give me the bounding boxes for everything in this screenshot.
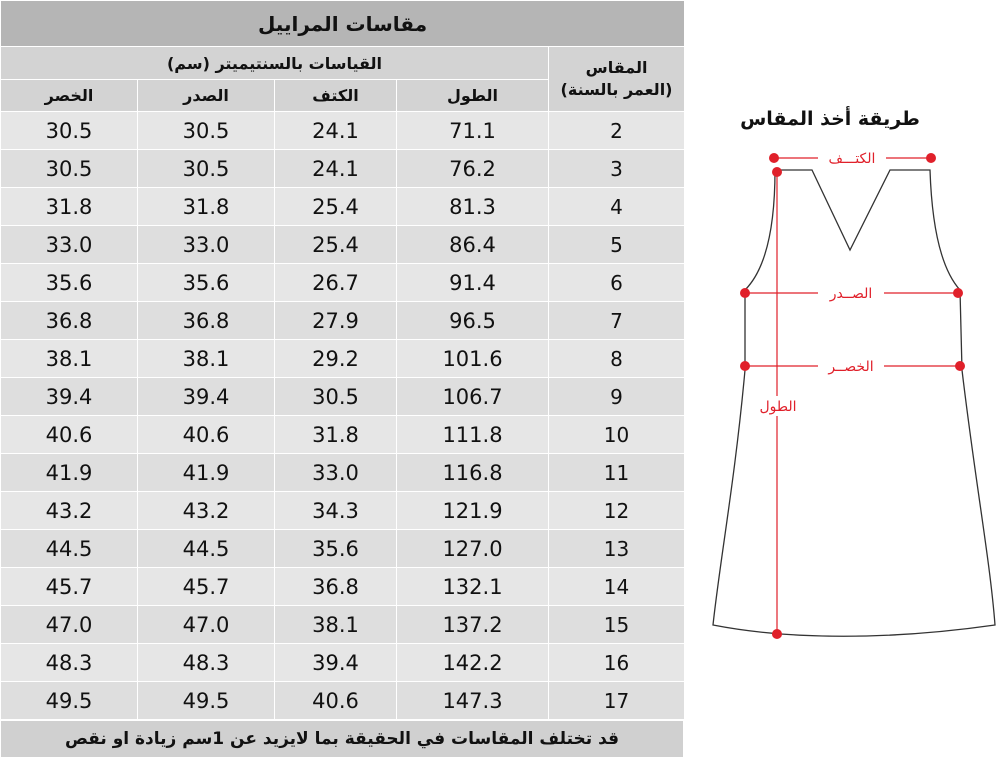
- waist-point-left: [740, 361, 750, 371]
- disclaimer-note: قد تختلف المقاسات في الحقيقة بما لايزيد عن 1سم زيادة او نقص: [1, 721, 684, 758]
- table-row: [1, 378, 685, 416]
- shoulder-cell: 25.4: [275, 226, 397, 264]
- age-cell: 9: [549, 378, 685, 416]
- length-cell: 101.6: [397, 340, 549, 378]
- table-row: [1, 340, 685, 378]
- shoulder-cell: 39.4: [275, 644, 397, 682]
- length-label: الطول: [759, 399, 797, 415]
- age-cell: 12: [549, 492, 685, 530]
- length-cell: 127.0: [397, 530, 549, 568]
- length-cell: 76.2: [397, 150, 549, 188]
- shoulder-cell: 31.8: [275, 416, 397, 454]
- shoulder-label: الكتـــف: [828, 151, 876, 167]
- table-row: [1, 150, 685, 188]
- age-cell: 5: [549, 226, 685, 264]
- table-row: [1, 606, 685, 644]
- waist-cell: 30.5: [1, 150, 138, 188]
- age-cell: 11: [549, 454, 685, 492]
- shoulder-cell: 24.1: [275, 150, 397, 188]
- chest-cell: 38.1: [138, 340, 275, 378]
- shoulder-point-left: [769, 153, 779, 163]
- column-header-length: الطول: [397, 80, 549, 112]
- table-row: [1, 682, 685, 720]
- length-cell: 137.2: [397, 606, 549, 644]
- measurement-guide: [690, 0, 999, 767]
- chest-cell: 39.4: [138, 378, 275, 416]
- table-row: [1, 492, 685, 530]
- waist-cell: 30.5: [1, 112, 138, 150]
- waist-point-right: [955, 361, 965, 371]
- shoulder-cell: 30.5: [275, 378, 397, 416]
- shoulder-cell: 35.6: [275, 530, 397, 568]
- waist-cell: 33.0: [1, 226, 138, 264]
- chest-cell: 36.8: [138, 302, 275, 340]
- chest-point-right: [953, 288, 963, 298]
- length-cell: 116.8: [397, 454, 549, 492]
- waist-cell: 47.0: [1, 606, 138, 644]
- length-cell: 132.1: [397, 568, 549, 606]
- column-header-chest: الصدر: [138, 80, 275, 112]
- length-cell: 142.2: [397, 644, 549, 682]
- age-cell: 6: [549, 264, 685, 302]
- length-cell: 147.3: [397, 682, 549, 720]
- length-cell: 91.4: [397, 264, 549, 302]
- chest-cell: 47.0: [138, 606, 275, 644]
- shoulder-cell: 40.6: [275, 682, 397, 720]
- chest-cell: 33.0: [138, 226, 275, 264]
- waist-cell: 40.6: [1, 416, 138, 454]
- age-cell: 4: [549, 188, 685, 226]
- table-row: [1, 264, 685, 302]
- chest-cell: 35.6: [138, 264, 275, 302]
- chest-point-left: [740, 288, 750, 298]
- length-cell: 106.7: [397, 378, 549, 416]
- dress-diagram: [690, 0, 999, 767]
- size-header-line1: المقاس: [585, 58, 648, 77]
- age-cell: 16: [549, 644, 685, 682]
- size-age-header: [549, 47, 685, 112]
- chest-cell: 44.5: [138, 530, 275, 568]
- shoulder-cell: 34.3: [275, 492, 397, 530]
- length-cell: 71.1: [397, 112, 549, 150]
- waist-cell: 45.7: [1, 568, 138, 606]
- shoulder-cell: 27.9: [275, 302, 397, 340]
- age-cell: 10: [549, 416, 685, 454]
- waist-cell: 36.8: [1, 302, 138, 340]
- chest-cell: 45.7: [138, 568, 275, 606]
- shoulder-cell: 26.7: [275, 264, 397, 302]
- table-row: [1, 454, 685, 492]
- shoulder-cell: 36.8: [275, 568, 397, 606]
- age-cell: 7: [549, 302, 685, 340]
- length-cell: 86.4: [397, 226, 549, 264]
- length-point-top: [772, 167, 782, 177]
- length-cell: 111.8: [397, 416, 549, 454]
- column-header-shoulder: الكتف: [275, 80, 397, 112]
- waist-cell: 31.8: [1, 188, 138, 226]
- age-cell: 14: [549, 568, 685, 606]
- chest-cell: 48.3: [138, 644, 275, 682]
- waist-cell: 38.1: [1, 340, 138, 378]
- shoulder-cell: 24.1: [275, 112, 397, 150]
- waist-cell: 41.9: [1, 454, 138, 492]
- column-header-waist: الخصر: [1, 80, 138, 112]
- table-row: [1, 530, 685, 568]
- length-cell: 81.3: [397, 188, 549, 226]
- chest-cell: 49.5: [138, 682, 275, 720]
- shoulder-point-right: [926, 153, 936, 163]
- chest-cell: 43.2: [138, 492, 275, 530]
- chest-cell: 30.5: [138, 112, 275, 150]
- age-cell: 17: [549, 682, 685, 720]
- chest-label: الصــدر: [829, 286, 873, 302]
- table-row: [1, 188, 685, 226]
- waist-cell: 39.4: [1, 378, 138, 416]
- age-cell: 2: [549, 112, 685, 150]
- length-cell: 96.5: [397, 302, 549, 340]
- age-cell: 8: [549, 340, 685, 378]
- chest-cell: 31.8: [138, 188, 275, 226]
- age-cell: 15: [549, 606, 685, 644]
- waist-cell: 48.3: [1, 644, 138, 682]
- chest-cell: 30.5: [138, 150, 275, 188]
- table-row: [1, 644, 685, 682]
- table-row: [1, 302, 685, 340]
- table-row: [1, 568, 685, 606]
- age-cell: 13: [549, 530, 685, 568]
- length-cell: 121.9: [397, 492, 549, 530]
- waist-label: الخصــر: [828, 359, 874, 375]
- note-table: [0, 720, 684, 758]
- waist-cell: 44.5: [1, 530, 138, 568]
- shoulder-cell: 29.2: [275, 340, 397, 378]
- length-point-bottom: [772, 629, 782, 639]
- table-row: [1, 226, 685, 264]
- table-row: [1, 416, 685, 454]
- table-title: مقاسات المراييل: [1, 1, 685, 47]
- guide-title: طريقة أخذ المقاس: [740, 108, 920, 130]
- shoulder-cell: 33.0: [275, 454, 397, 492]
- chest-cell: 40.6: [138, 416, 275, 454]
- table-row: [1, 112, 685, 150]
- shoulder-cell: 38.1: [275, 606, 397, 644]
- waist-cell: 35.6: [1, 264, 138, 302]
- measurements-header: القياسات بالسنتيميتر (سم): [1, 47, 549, 80]
- age-cell: 3: [549, 150, 685, 188]
- waist-cell: 43.2: [1, 492, 138, 530]
- chest-cell: 41.9: [138, 454, 275, 492]
- size-header-line2: (العمر بالسنة): [560, 80, 673, 99]
- shoulder-cell: 25.4: [275, 188, 397, 226]
- waist-cell: 49.5: [1, 682, 138, 720]
